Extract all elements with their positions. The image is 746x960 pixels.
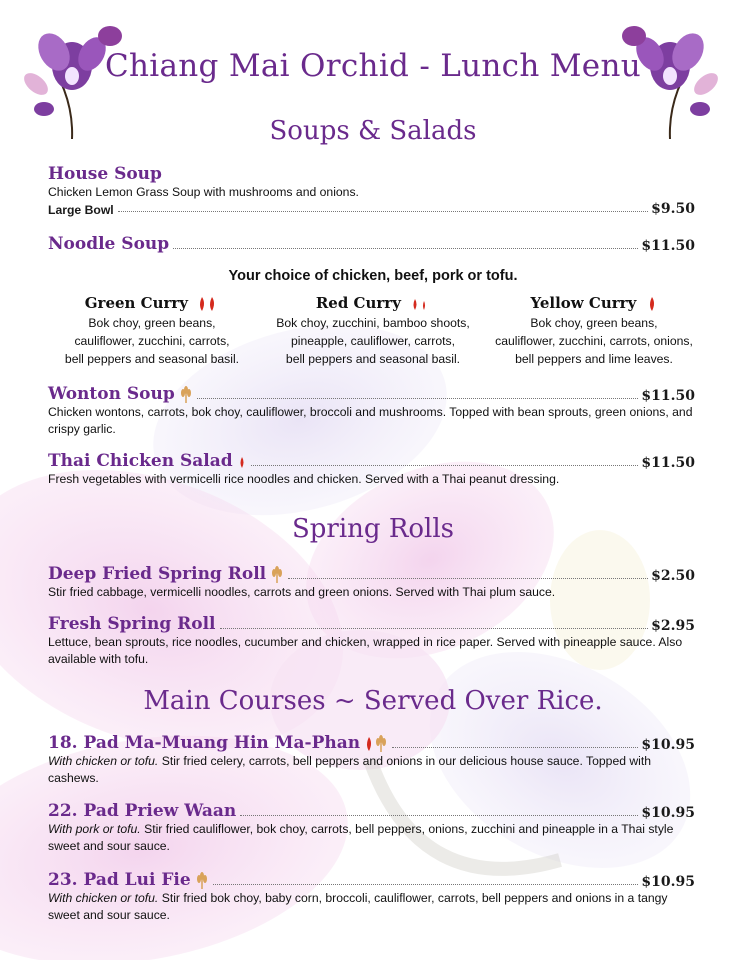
menu-item-18 <box>48 731 695 787</box>
item-name: Fresh Spring Roll <box>48 614 216 634</box>
section-heading-main-courses: Main Courses ~ Served Over Rice. <box>143 686 603 716</box>
curry-name: Red Curry <box>315 294 401 312</box>
menu-item-fresh-spring-roll <box>48 612 695 668</box>
wheat-icon <box>179 386 193 404</box>
menu-item-23 <box>48 868 695 924</box>
protein-choice: With chicken or tofu. <box>48 754 159 768</box>
item-name: Wonton Soup <box>48 384 175 404</box>
item-name: Noodle Soup <box>48 234 170 254</box>
wheat-icon <box>374 735 388 753</box>
item-name: 18. Pad Ma-Muang Hin Ma-Phan <box>48 733 361 753</box>
curry-yellow <box>474 292 714 368</box>
chili-icon <box>646 295 658 313</box>
curry-green <box>32 292 272 368</box>
dot-leader <box>197 398 639 399</box>
item-description: Chicken wontons, carrots, bok choy, cauliflower, broccoli and mushrooms. Topped with bean sprouts, green onions, and crispy garlic. <box>48 405 693 436</box>
dot-leader <box>213 884 639 885</box>
dot-leader <box>173 248 638 249</box>
menu-item-22 <box>48 799 695 855</box>
item-price: $11.50 <box>641 455 695 471</box>
wheat-icon <box>270 566 284 584</box>
item-description: Stir fried cabbage, vermicelli noodles, carrots and green onions. Served with Thai plum sauce. <box>48 585 556 599</box>
curry-red <box>240 292 506 368</box>
menu-title: Chiang Mai Orchid - Lunch Menu <box>105 48 641 84</box>
item-description: With chicken or tofu. Stir fried bok choy, baby corn, broccoli, cauliflower, carrots, bell peppers and onions in a tangy sweet and sour sauce. <box>48 891 668 922</box>
dot-leader <box>118 211 648 212</box>
item-name: House Soup <box>48 164 162 184</box>
curry-name: Green Curry <box>84 294 189 312</box>
item-price: $10.95 <box>641 737 695 753</box>
wheat-icon <box>195 872 209 890</box>
protein-choice: With chicken or tofu. <box>48 891 159 905</box>
chili-icon <box>364 735 374 753</box>
curry-description: Bok choy, zucchini, bamboo shoots, pineapple, cauliflower, carrots, bell peppers and seasonal basil. <box>276 316 470 366</box>
item-price: $10.95 <box>641 805 695 821</box>
item-name: 22. Pad Priew Waan <box>48 801 237 821</box>
chili-icon <box>197 295 219 313</box>
dot-leader <box>288 578 648 579</box>
menu-item-house-soup <box>48 162 695 217</box>
curry-name: Yellow Curry <box>530 294 637 312</box>
item-name: Deep Fried Spring Roll <box>48 564 267 584</box>
dot-leader <box>220 628 649 629</box>
item-description: With pork or tofu. Stir fried cauliflower, bok choy, carrots, bell peppers, onions, zucchini and pineapple in a Thai style sweet and sour sauce. <box>48 822 674 853</box>
chili-icon <box>237 453 247 471</box>
item-description: With chicken or tofu. Stir fried celery, carrots, bell peppers and onions in our delicious house sauce. Topped with cashews. <box>48 754 652 785</box>
curry-intro: Your choice of chicken, beef, pork or tofu. <box>228 268 518 284</box>
item-description: Chicken Lemon Grass Soup with mushrooms and onions. <box>48 185 359 199</box>
item-price: $9.50 <box>651 201 695 217</box>
item-price: $10.95 <box>641 874 695 890</box>
chili-icon <box>410 295 430 313</box>
size-label: Large Bowl <box>48 203 114 217</box>
item-price: $2.50 <box>651 568 695 584</box>
menu-item-thai-chicken-salad <box>48 449 695 488</box>
menu-item-wonton-soup <box>48 382 695 438</box>
curry-description: Bok choy, green beans, cauliflower, zucchini, carrots, bell peppers and seasonal basil. <box>64 316 240 366</box>
item-price: $11.50 <box>641 238 695 254</box>
item-description: Fresh vegetables with vermicelli rice noodles and chicken. Served with a Thai peanut dressing. <box>48 472 560 486</box>
menu-item-deep-fried-spring-roll <box>48 562 695 601</box>
section-heading-soups: Soups & Salads <box>269 116 477 146</box>
item-name: Thai Chicken Salad <box>48 451 233 471</box>
dot-leader <box>240 815 638 816</box>
item-name: 23. Pad Lui Fie <box>48 870 191 890</box>
protein-choice: With pork or tofu. <box>48 822 141 836</box>
dot-leader <box>392 747 638 748</box>
item-description: Lettuce, bean sprouts, rice noodles, cucumber and chicken, wrapped in rice paper. Served with pineapple sauce. Also available with tofu. <box>48 635 683 666</box>
curry-description: Bok choy, green beans, cauliflower, zucchini, carrots, onions, bell peppers and lime leaves. <box>495 316 693 366</box>
dot-leader <box>251 465 639 466</box>
item-price: $11.50 <box>641 388 695 404</box>
section-heading-spring-rolls: Spring Rolls <box>291 514 455 544</box>
menu-item-noodle-soup <box>48 232 695 254</box>
item-price: $2.95 <box>651 618 695 634</box>
